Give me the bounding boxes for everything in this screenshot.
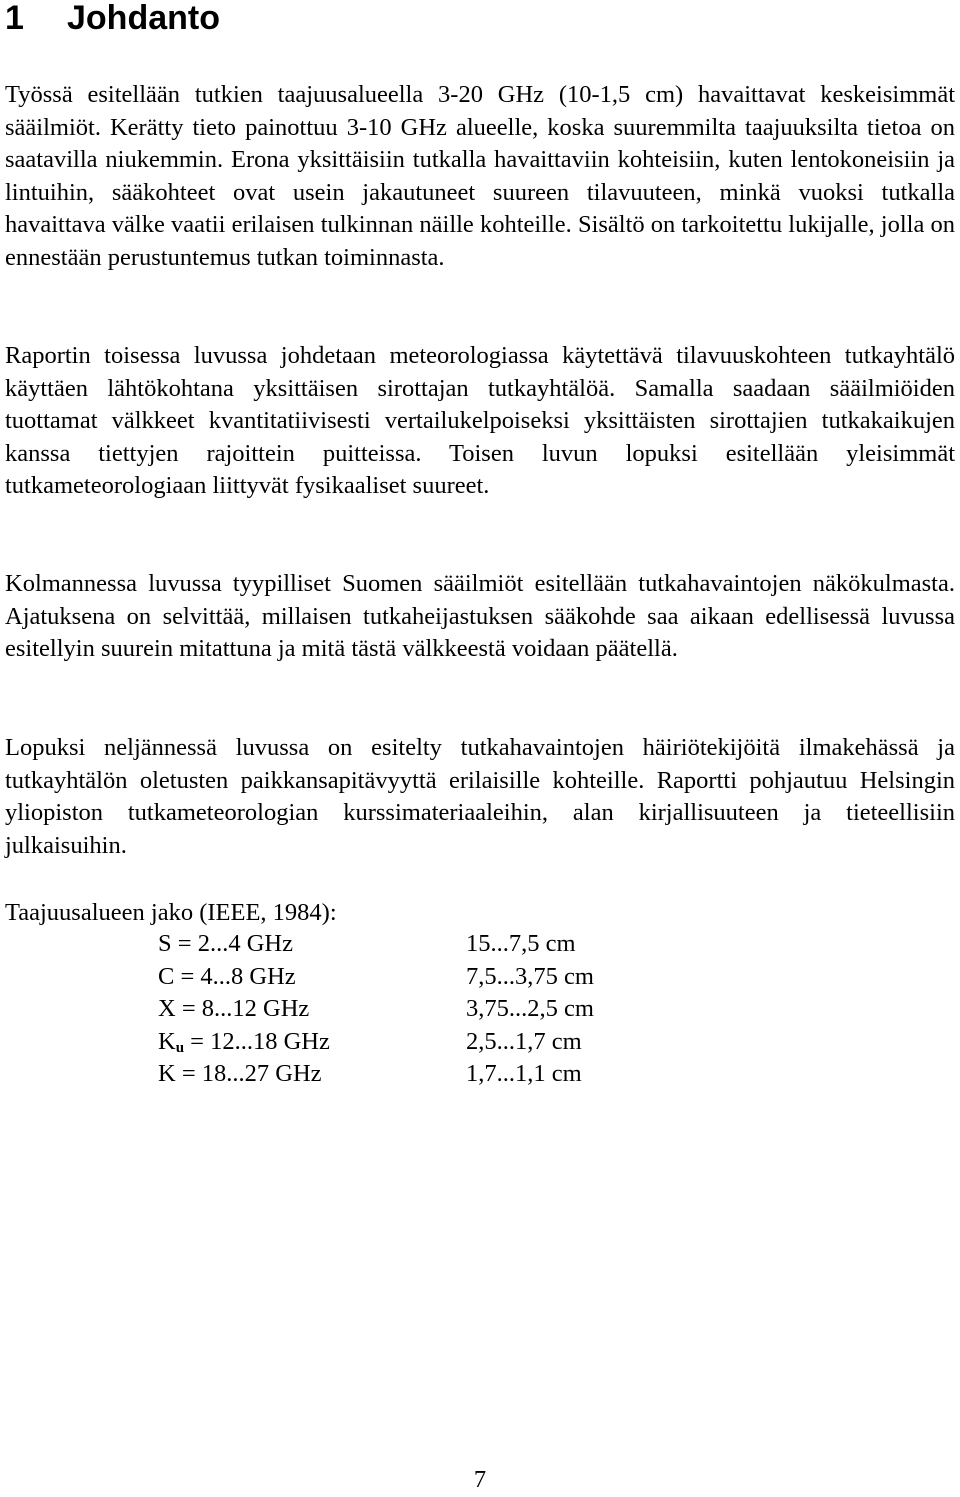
band-ku-letter: K xyxy=(158,1027,176,1055)
band-s: S = 2...4 GHz xyxy=(158,930,293,957)
wavelength-ku: 2,5...1,7 cm xyxy=(466,1027,582,1055)
band-ku-range: = 12...18 GHz xyxy=(184,1027,330,1055)
band-k: K = 18...27 GHz xyxy=(158,1060,322,1088)
wavelength-x: 3,75...2,5 cm xyxy=(466,995,594,1023)
chapter-number: 1 xyxy=(5,0,24,37)
paragraph-chapter-two: Raportin toisessa luvussa johdetaan meteorologiassa käytettävä tilavuuskohteen tutkayhtälö käyttäen lähtökohtana yksittäisen sirottajan tutkayhtälöä. Samalla saadaan sääilmiöiden tuottamat välkkeet kvantitatiivisesti vertailukelpoiseksi yksittäisten sirottajien tutkakaikujen kanssa tiettyjen rajoittein puitteissa. Toisen luvun lopuksi esitellään yleisimmät tutkameteorologiaan liittyvät fysikaaliset suureet. xyxy=(5,342,955,500)
paragraph-introduction: Työssä esitellään tutkien taajuusalueella 3-20 GHz (10-1,5 cm) havaittavat keskeisimmät sääilmiöt. Kerätty tieto painottuu 3-10 GHz alueelle, koska suuremmilta taajuuksilta tietoa on saatavilla niukemmin. Erona yksittäisiin tutkalla havaittaviin kohteisiin, kuten lentokoneisiin ja lintuihin, sääkohteet ovat usein jakautuneet suureen tilavuuteen, minkä vuoksi tutkalla havaittava välke vaatii erilaisen tulkinnan näille kohteille. Sisältö on tarkoitettu lukijalle, jolla on ennestään perustuntemus tutkan toiminnasta. xyxy=(5,81,955,271)
chapter-heading xyxy=(5,0,220,40)
paragraph-chapter-four: Lopuksi neljännessä luvussa on esitelty tutkahavaintojen häiriötekijöitä ilmakehässä ja tutkayhtälön oletusten paikkansapitävyyttä erilaisille kohteille. Raportti pohjautuu Helsingin yliopiston tutkameteorologian kurssimateriaaleihin, alan kirjallisuuteen ja tieteellisiin julkaisuihin. xyxy=(5,734,955,859)
wavelength-k: 1,7...1,1 cm xyxy=(466,1060,582,1088)
frequency-table-caption: Taajuusalueen jako (IEEE, 1984): xyxy=(5,899,337,926)
paragraph-chapter-three: Kolmannessa luvussa tyypilliset Suomen sääilmiöt esitellään tutkahavaintojen näkökulmasta. Ajatuksena on selvittää, millaisen tutkaheijastuksen sääkohde saa aikaan edellisessä luvussa esitellyin suurein mitattuna ja mitä tästä välkkeestä voidaan päätellä. xyxy=(5,570,955,663)
chapter-title: Johdanto xyxy=(67,0,220,37)
page-number: 7 xyxy=(473,1466,487,1493)
wavelength-s: 15...7,5 cm xyxy=(466,930,576,957)
band-x: X = 8...12 GHz xyxy=(158,995,310,1023)
band-ku xyxy=(158,1026,330,1059)
band-ku-subscript: u xyxy=(175,1039,185,1056)
wavelength-c: 7,5...3,75 cm xyxy=(466,962,594,990)
band-c: C = 4...8 GHz xyxy=(158,962,296,990)
